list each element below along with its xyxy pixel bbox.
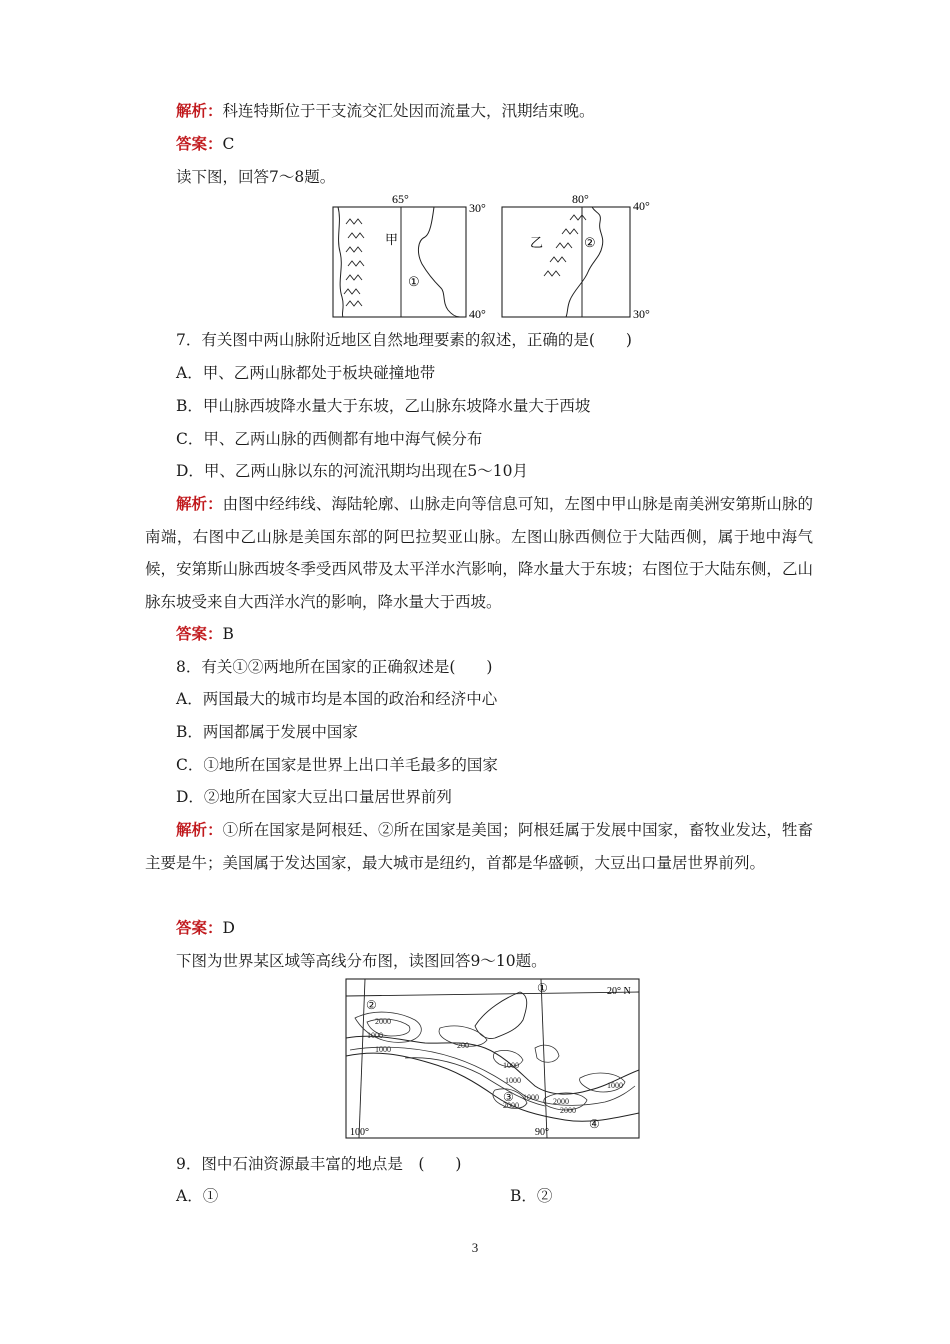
contour-label: 200 xyxy=(457,1041,469,1050)
q8-option-b: B．两国都属于发展中国家 xyxy=(176,723,358,741)
point-1-label: ① xyxy=(537,981,548,995)
analysis-text: 科连特斯位于干支流交汇处因而流量大，汛期结束晚。 xyxy=(222,102,595,120)
q7-option-a: A．甲、乙两山脉都处于板块碰撞地带 xyxy=(176,364,436,382)
contour-label: 2000 xyxy=(553,1097,569,1106)
answer-label: 答案： xyxy=(176,134,223,153)
answer-value: D xyxy=(222,919,235,937)
analysis-text: ①所在国家是阿根廷、②所在国家是美国；阿根廷属于发展中国家，畜牧业发达，牲畜主要是牛；美国属于发达国家，最大城市是纽约，首都是华盛顿，大豆出口量居世界前列。 xyxy=(145,821,813,872)
right-lon-label: 80° xyxy=(572,192,589,206)
figure-mountain-maps xyxy=(330,192,660,322)
lon-100-label: 100° xyxy=(350,1127,369,1138)
q9-stem: 9．图中石油资源最丰富的地点是 ( ) xyxy=(176,1155,462,1173)
contour-label: 2000 xyxy=(560,1106,576,1115)
intro-9-10: 下图为世界某区域等高线分布图，读图回答9～10题。 xyxy=(176,952,547,970)
q8-option-a: A．两国最大的城市均是本国的政治和经济中心 xyxy=(176,690,498,708)
lon-90-label: 90° xyxy=(535,1127,549,1138)
contour-label: 2000 xyxy=(503,1101,519,1110)
mountain-jia-label: 甲 xyxy=(385,232,399,247)
point-3-label: ③ xyxy=(503,1090,514,1104)
point-2-label: ② xyxy=(584,235,596,250)
contour-label: 1000 xyxy=(505,1076,521,1085)
q7-stem: 7．有关图中两山脉附近地区自然地理要素的叙述，正确的是( ) xyxy=(176,331,632,349)
q6-answer xyxy=(176,134,234,154)
left-lat-bottom: 40° xyxy=(469,307,486,321)
q8-analysis xyxy=(145,814,813,879)
q8-answer xyxy=(176,918,235,938)
mountain-yi-label: 乙 xyxy=(530,235,544,250)
point-2-label: ② xyxy=(366,998,377,1012)
mountain-symbols-left xyxy=(344,219,364,306)
q7-answer xyxy=(176,624,234,644)
point-1-label: ① xyxy=(408,274,420,289)
intro-7-8: 读下图，回答7～8题。 xyxy=(176,168,336,186)
analysis-label: 解析： xyxy=(176,820,223,839)
q8-option-c: C．①地所在国家是世界上出口羊毛最多的国家 xyxy=(176,756,498,774)
left-lat-top: 30° xyxy=(469,201,486,215)
contour-label: 1000 xyxy=(523,1093,539,1102)
q7-option-b: B．甲山脉西坡降水量大于东坡，乙山脉东坡降水量大于西坡 xyxy=(176,397,591,415)
q7-analysis xyxy=(145,488,813,618)
left-map xyxy=(333,192,486,321)
q8-stem: 8．有关①②两地所在国家的正确叙述是( ) xyxy=(176,658,493,676)
answer-value: C xyxy=(222,135,235,153)
contour-label: 1000 xyxy=(607,1081,623,1090)
q9-option-a: A．① xyxy=(176,1187,219,1205)
contour-label: 2000 xyxy=(375,1017,391,1026)
contour-label: 1000 xyxy=(503,1061,519,1070)
answer-label: 答案： xyxy=(176,918,223,937)
analysis-label: 解析： xyxy=(176,494,223,513)
q6-analysis xyxy=(176,101,595,121)
contour-label: 1000 xyxy=(367,1031,383,1040)
q7-option-c: C．甲、乙两山脉的西侧都有地中海气候分布 xyxy=(176,430,483,448)
right-map xyxy=(502,192,650,321)
answer-value: B xyxy=(222,625,234,643)
right-lat-top: 40° xyxy=(633,199,650,213)
right-lat-bottom: 30° xyxy=(633,307,650,321)
answer-label: 答案： xyxy=(176,624,223,643)
q9-option-b: B．② xyxy=(510,1187,553,1205)
mountain-symbols-right xyxy=(544,215,586,276)
q7-option-d: D．甲、乙两山脉以东的河流汛期均出现在5～10月 xyxy=(176,462,529,480)
q8-option-d: D．②地所在国家大豆出口量居世界前列 xyxy=(176,788,452,806)
figure-contour-map xyxy=(345,978,641,1140)
lat-20n-label: 20° N xyxy=(607,986,631,997)
page-number: 3 xyxy=(471,1240,479,1255)
left-lon-label: 65° xyxy=(392,192,409,206)
analysis-text: 由图中经纬线、海陆轮廓、山脉走向等信息可知，左图中甲山脉是南美洲安第斯山脉的南端，右图中乙山脉是美国东部的阿巴拉契亚山脉。左图山脉西侧位于大陆西侧，属于地中海气候，安第斯山脉西坡冬季受西风带及太平洋水汽影响，降水量大于东坡；右图位于大陆东侧，乙山脉东坡受来自大西洋水汽的影响，降水量大于西坡。 xyxy=(145,495,813,611)
contour-label: 1000 xyxy=(375,1045,391,1054)
analysis-label: 解析： xyxy=(176,101,223,120)
point-4-label: ④ xyxy=(589,1117,600,1131)
